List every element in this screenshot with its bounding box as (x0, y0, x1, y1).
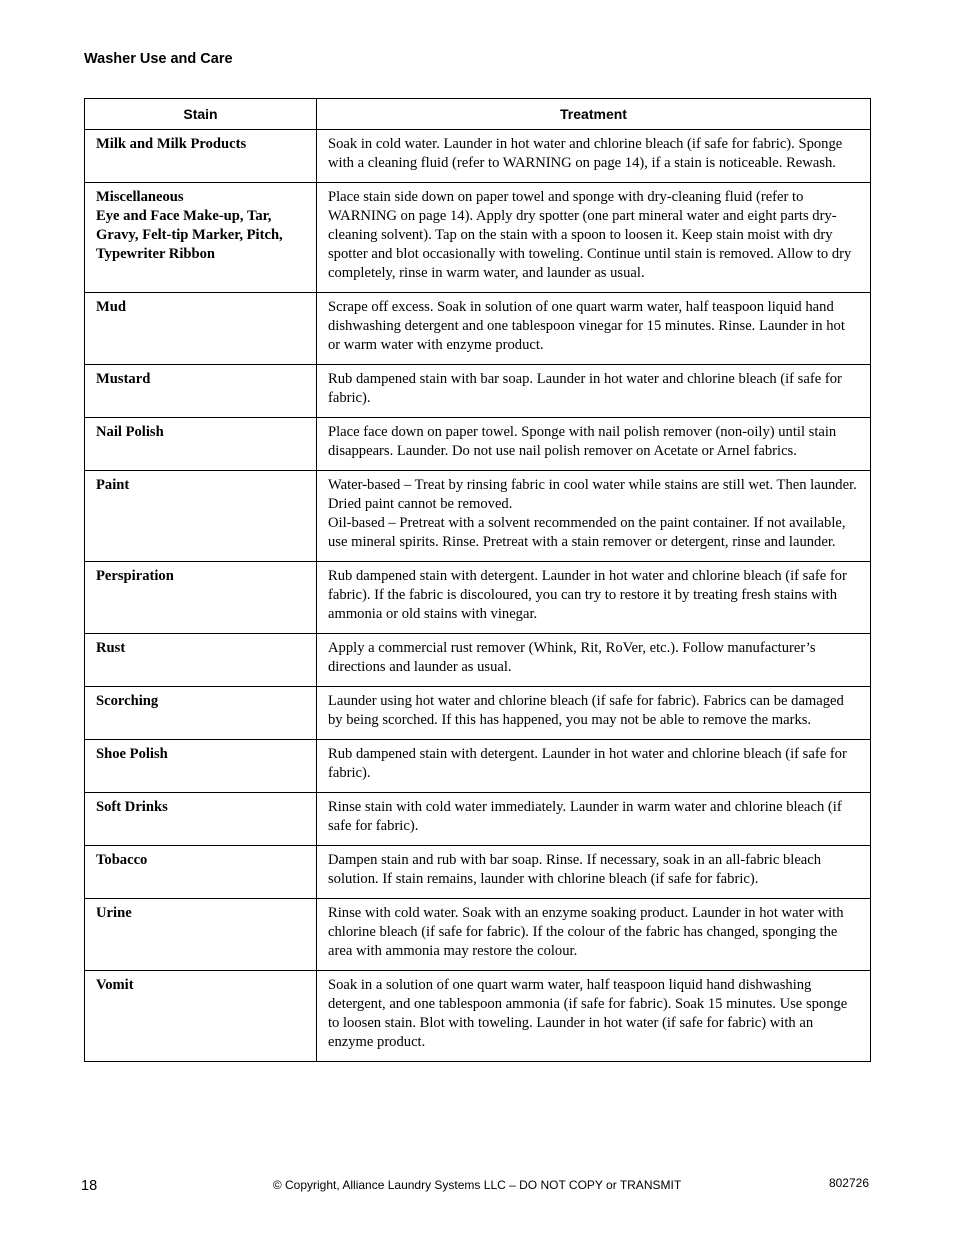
stain-name: Rust (85, 634, 317, 687)
treatment-text: Rub dampened stain with bar soap. Launder in hot water and chlorine bleach (if safe for fabric). (317, 365, 871, 418)
treatment-text: Place face down on paper towel. Sponge with nail polish remover (non-oily) until stain disappears. Launder. Do not use nail polish remover on Acetate or Arnel fabrics. (317, 418, 871, 471)
page-footer (0, 1176, 954, 1196)
treatment-text: Rinse with cold water. Soak with an enzyme soaking product. Launder in hot water with chlorine bleach (if safe for fabric). If the colour of the fabric has changed, sponging the area with ammonia may restore the colour. (317, 899, 871, 971)
stain-name: Paint (85, 471, 317, 562)
treatment-text: Place stain side down on paper towel and sponge with dry-cleaning fluid (refer to WARNING on page 14). Apply dry spotter (one part mineral water and eight parts dry-cleaning solvent). Tap on the stain with a spoon to loosen it. Keep stain moist with dry spotter and blot occasionally with toweling. Continue until stain is removed. Allow to dry completely, rinse in warm water, and launder as usual. (317, 183, 871, 293)
table-row (85, 634, 871, 687)
stain-name: Tobacco (85, 846, 317, 899)
treatment-text: Scrape off excess. Soak in solution of one quart warm water, half teaspoon liquid hand dishwashing detergent and one tablespoon vinegar for 15 minutes. Rinse. Launder in hot or warm water with enzyme product. (317, 293, 871, 365)
table-row (85, 418, 871, 471)
stain-name: Miscellaneous Eye and Face Make-up, Tar, Gravy, Felt-tip Marker, Pitch, Typewriter Ribbon (85, 183, 317, 293)
stain-name: Mustard (85, 365, 317, 418)
table-row (85, 365, 871, 418)
stain-name: Shoe Polish (85, 740, 317, 793)
stain-name: Urine (85, 899, 317, 971)
treatment-text: Apply a commercial rust remover (Whink, Rit, RoVer, etc.). Follow manufacturer’s directions and launder as usual. (317, 634, 871, 687)
table-row (85, 740, 871, 793)
treatment-text: Rub dampened stain with detergent. Launder in hot water and chlorine bleach (if safe for fabric). (317, 740, 871, 793)
table-header-row (85, 99, 871, 130)
treatment-text: Launder using hot water and chlorine bleach (if safe for fabric). Fabrics can be damaged by being scorched. If this has happened, you may not be able to remove the marks. (317, 687, 871, 740)
treatment-text: Dampen stain and rub with bar soap. Rinse. If necessary, soak in an all-fabric bleach solution. If stain remains, launder with chlorine bleach (if safe for fabric). (317, 846, 871, 899)
treatment-text: Soak in a solution of one quart warm water, half teaspoon liquid hand dishwashing detergent, and one tablespoon ammonia (if safe for fabric). Soak 15 minutes. Use sponge to loosen stain. Blot with toweling. Launder in hot water (if safe for fabric) with an enzyme product. (317, 971, 871, 1062)
document-number: 802726 (828, 1176, 869, 1190)
table-row (85, 130, 871, 183)
treatment-text: Rub dampened stain with detergent. Launder in hot water and chlorine bleach (if safe for fabric). If the fabric is discoloured, you can try to restore it by treating fresh stains with ammonia or old stains with vinegar. (317, 562, 871, 634)
table-row (85, 687, 871, 740)
treatment-text: Rinse stain with cold water immediately. Launder in warm water and chlorine bleach (if safe for fabric). (317, 793, 871, 846)
copyright-notice: © Copyright, Alliance Laundry Systems LLC – DO NOT COPY or TRANSMIT (272, 1178, 682, 1192)
stain-name: Nail Polish (85, 418, 317, 471)
table-row (85, 293, 871, 365)
table-row (85, 183, 871, 293)
table-row (85, 471, 871, 562)
table-row (85, 971, 871, 1062)
column-header-stain: Stain (85, 99, 317, 130)
stain-name: Mud (85, 293, 317, 365)
page-number: 18 (81, 1178, 98, 1194)
column-header-treatment: Treatment (317, 99, 871, 130)
table-row (85, 899, 871, 971)
treatment-text: Water-based – Treat by rinsing fabric in cool water while stains are still wet. Then launder. Dried paint cannot be removed. Oil-based – Pretreat with a solvent recommended on the paint container. If not available, use mineral spirits. Rinse. Pretreat with a stain remover or detergent, rinse and launder. (317, 471, 871, 562)
stain-name: Soft Drinks (85, 793, 317, 846)
stain-name: Milk and Milk Products (85, 130, 317, 183)
stain-treatment-table (84, 98, 871, 1062)
stain-name: Scorching (85, 687, 317, 740)
table-row (85, 846, 871, 899)
treatment-text: Soak in cold water. Launder in hot water and chlorine bleach (if safe for fabric). Sponge with a cleaning fluid (refer to WARNING on page 14), if a stain is noticeable. Rewash. (317, 130, 871, 183)
stain-name: Vomit (85, 971, 317, 1062)
stain-name: Perspiration (85, 562, 317, 634)
table-row (85, 562, 871, 634)
table-row (85, 793, 871, 846)
section-title: Washer Use and Care (84, 51, 233, 67)
